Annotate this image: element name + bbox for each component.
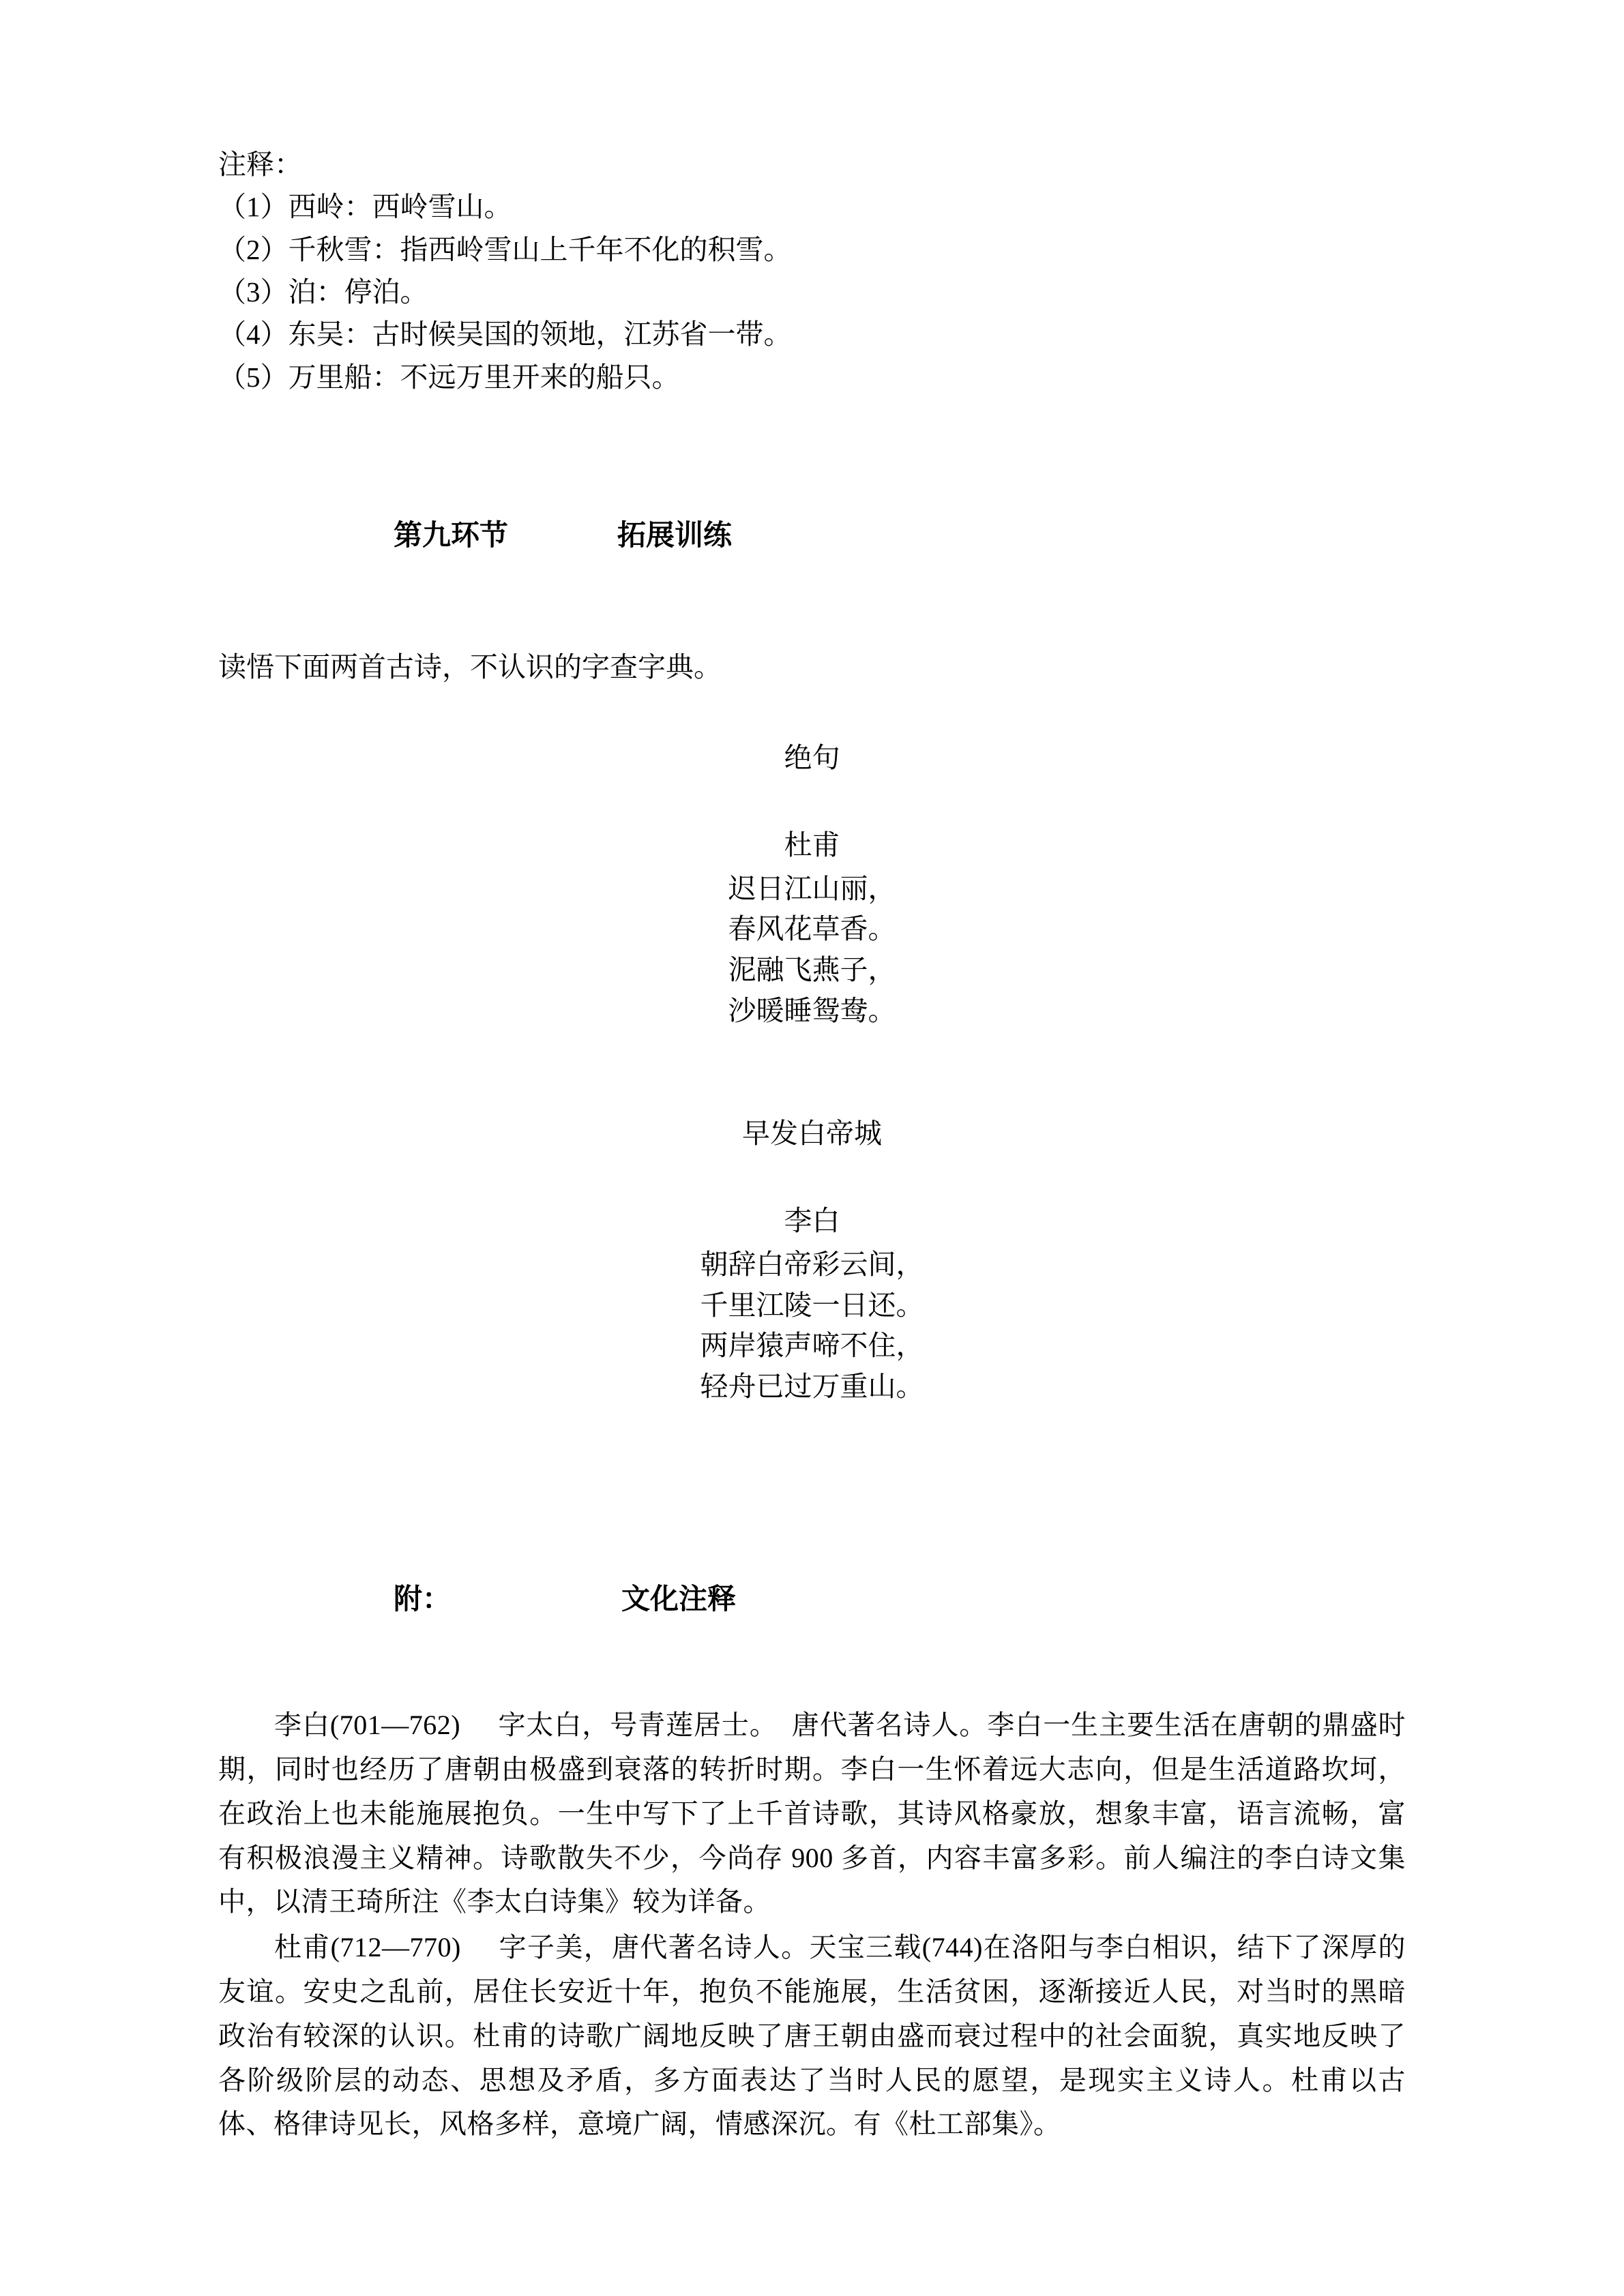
poem-line: 迟日江山丽， <box>728 872 896 904</box>
note-item: （5）万里船：不远万里开来的船只。 <box>218 361 680 393</box>
section-instruction: 读悟下面两首古诗，不认识的字查字典。 <box>218 651 722 683</box>
notes-label: 注释： <box>218 149 302 180</box>
bio-text: 字子美，唐代著名诗人。天宝三载(744)在洛阳与李白相识，结下了深厚的友谊。安史之乱前，居住长安近十年，抱负不能施展，生活贫困，逐渐接近人民，对当时的黑暗政治有较深的认识。杜甫的诗歌广阔地反映了唐王朝由盛而衰过程中的社会面貌，真实地反映了各阶级阶层的动态、思想及矛盾，多方面表达了当时人民的愿望，是现实主义诗人。杜甫以古体、格律诗见长，风格多样，意境广阔，情感深沉。有《杜工部集》。 <box>218 1932 1406 2140</box>
section-heading <box>218 480 1406 586</box>
bio-paragraph <box>218 1926 1406 2147</box>
note-item: （2）千秋雪：指西岭雪山上千年不化的积雪。 <box>218 233 792 265</box>
poem-title: 早发白帝城 <box>742 1118 882 1150</box>
section-number-label: 第九环节 <box>394 520 509 552</box>
poem-block <box>218 738 1406 1032</box>
note-item: （4）东吴：古时候吴国的领地，江苏省一带。 <box>218 318 792 351</box>
notes-block <box>218 143 1406 398</box>
note-item: （1）西岭：西岭雪山。 <box>218 191 512 223</box>
appendix-title: 文化注释 <box>621 1584 737 1616</box>
appendix-body <box>218 1703 1406 2147</box>
poem-title: 绝句 <box>784 741 840 773</box>
section-title: 拓展训练 <box>617 520 733 552</box>
bio-paragraph <box>218 1703 1406 1924</box>
poem-author: 李白 <box>784 1204 840 1236</box>
appendix-label: 附： <box>394 1584 452 1616</box>
poem-line: 千里江陵一日还。 <box>700 1289 924 1321</box>
poem-line: 春风花草香。 <box>728 913 896 945</box>
bio-name: 李白(701—762) <box>274 1710 461 1741</box>
bio-text: 字太白，号青莲居士。 唐代著名诗人。李白一生主要生活在唐朝的鼎盛时期，同时也经历了唐朝由极盛到衰落的转折时期。李白一生怀着远大志向，但是生活道路坎坷，在政治上也未能施展抱负。一生中写下了上千首诗歌，其诗风格豪放，想象丰富，语言流畅，富有积极浪漫主义精神。诗歌散失不少，今尚存 900 多首，内容丰富多彩。前人编注的李白诗文集中，以清王琦所注《李太白诗集》较为详备。 <box>218 1710 1406 1918</box>
poem-line: 轻舟已过万重山。 <box>700 1371 924 1403</box>
appendix-heading <box>218 1544 1406 1650</box>
poem-line: 泥融飞燕子， <box>728 954 896 986</box>
poem-line: 两岸猿声啼不住， <box>700 1330 924 1362</box>
poem-line: 沙暖睡鸳鸯。 <box>728 995 896 1027</box>
note-item: （3）泊：停泊。 <box>218 275 428 308</box>
poem-author: 杜甫 <box>784 829 840 861</box>
bio-name: 杜甫(712—770) <box>274 1932 461 1963</box>
poem-line: 朝辞白帝彩云间， <box>700 1248 924 1280</box>
poem-block <box>218 1114 1406 1407</box>
